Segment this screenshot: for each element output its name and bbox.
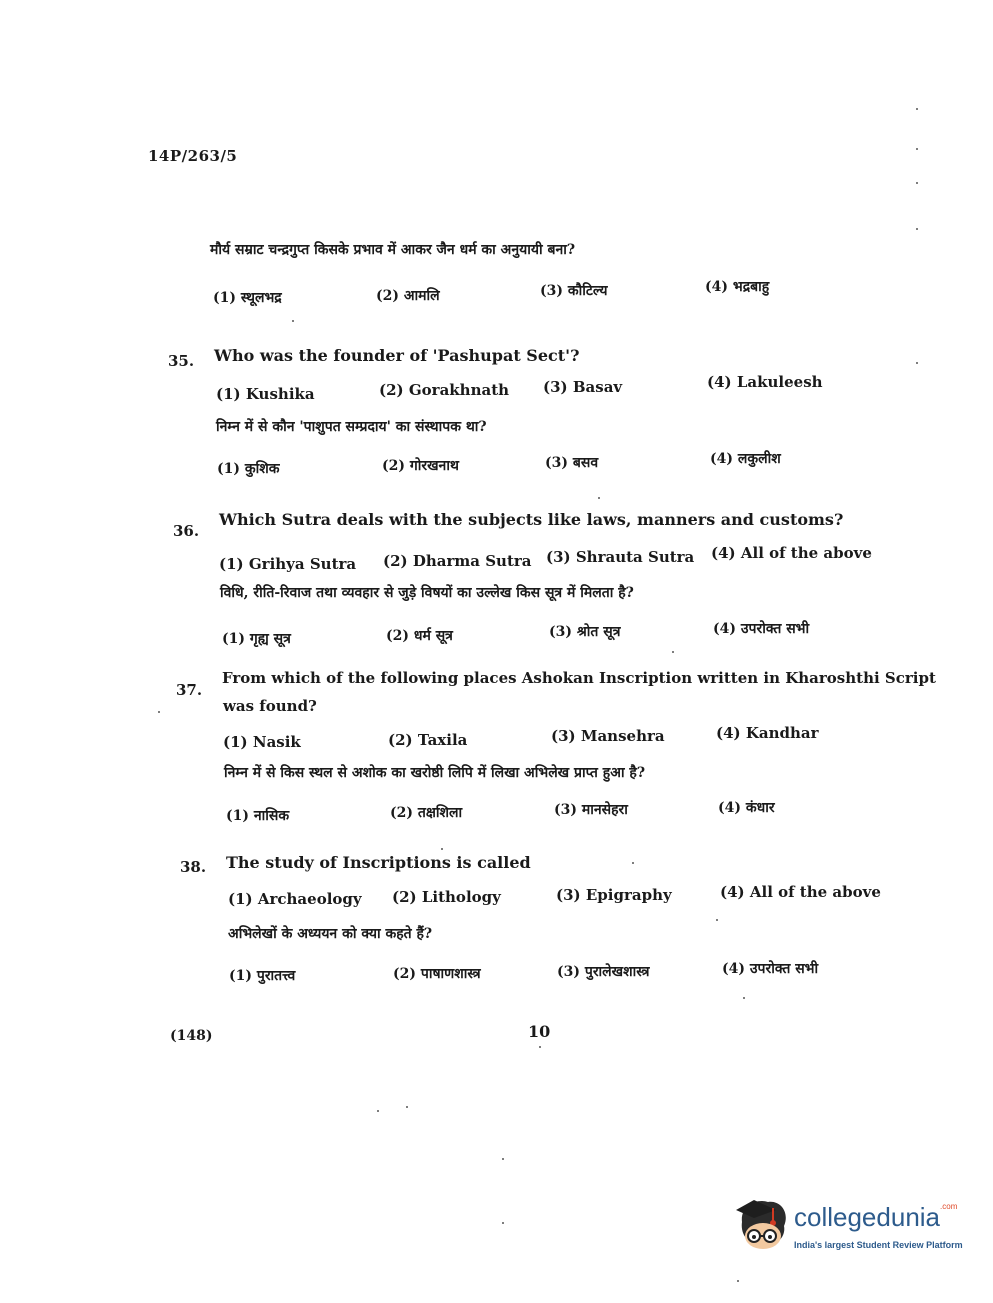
- question-text-en-cont: was found?: [223, 697, 317, 715]
- question-number: 35.: [168, 352, 195, 370]
- option: (3) Basav: [543, 378, 623, 396]
- option: (1) Grihya Sutra: [219, 555, 357, 573]
- option: (1) स्थूलभद्र: [213, 290, 282, 306]
- option: (4) लकुलीश: [710, 451, 781, 467]
- scan-speck: [158, 711, 160, 713]
- question-number: 38.: [180, 858, 207, 876]
- option: (2) Lithology: [392, 888, 501, 906]
- question-text-en: Which Sutra deals with the subjects like laws, manners and customs?: [219, 510, 844, 529]
- option: (3) मानसेहरा: [554, 802, 628, 818]
- scan-speck: [539, 1046, 541, 1048]
- scan-speck: [916, 108, 918, 110]
- option: (4) All of the above: [720, 883, 881, 901]
- scan-speck: [292, 320, 294, 322]
- question-text-hi: अभिलेखों के अध्ययन को क्या कहते हैं?: [228, 926, 433, 942]
- option: (1) गृह्य सूत्र: [222, 631, 291, 647]
- paper-code: 14P/263/5: [148, 147, 238, 165]
- scan-speck: [598, 497, 600, 499]
- brand-tagline: India's largest Student Review Platform: [794, 1240, 963, 1250]
- question-text-hi: निम्न में से किस स्थल से अशोक का खरोष्ठी लिपि में लिखा अभिलेख प्राप्त हुआ है?: [224, 765, 646, 781]
- mascot-icon: [736, 1196, 792, 1262]
- question-text-en: The study of Inscriptions is called: [226, 853, 531, 872]
- scan-speck: [716, 919, 718, 921]
- option: (2) तक्षशिला: [390, 805, 463, 821]
- option: (3) पुरालेखशास्त्र: [557, 964, 650, 980]
- scan-speck: [502, 1222, 504, 1224]
- option: (2) गोरखनाथ: [382, 458, 459, 474]
- scan-speck: [632, 862, 634, 864]
- option: (2) Dharma Sutra: [383, 552, 532, 570]
- brand-suffix: .com: [940, 1202, 958, 1211]
- scan-speck: [377, 1110, 379, 1112]
- option: (3) कौटिल्य: [540, 283, 608, 299]
- scan-speck: [406, 1106, 408, 1108]
- option: (1) कुशिक: [217, 461, 280, 477]
- footer-code: (148): [170, 1028, 213, 1044]
- page-number: 10: [528, 1022, 551, 1041]
- collegedunia-logo: [736, 1196, 966, 1266]
- question-text-hi: निम्न में से कौन 'पाशुपत सम्प्रदाय' का संस्थापक था?: [216, 419, 487, 435]
- option: (2) पाषाणशास्त्र: [393, 966, 481, 982]
- option: (3) Epigraphy: [556, 886, 672, 904]
- option: (2) Gorakhnath: [379, 381, 510, 399]
- scan-speck: [916, 228, 918, 230]
- option: (4) भद्रबाहु: [705, 279, 770, 295]
- question-number: 36.: [173, 522, 200, 540]
- option: (1) Nasik: [223, 733, 301, 751]
- option: (2) आमलि: [376, 288, 440, 304]
- question-text-en: Who was the founder of 'Pashupat Sect'?: [214, 346, 580, 365]
- option: (3) Mansehra: [551, 727, 665, 745]
- option: (2) धर्म सूत्र: [386, 628, 453, 644]
- brand-name: collegedunia: [794, 1202, 941, 1232]
- question-text-hi: विधि, रीति-रिवाज तथा व्यवहार से जुड़े विषयों का उल्लेख किस सूत्र में मिलता है?: [220, 585, 634, 601]
- option: (3) Shrauta Sutra: [546, 548, 695, 566]
- question-text-en: From which of the following places Ashokan Inscription written in Kharoshthi Script: [222, 669, 936, 687]
- scan-speck: [916, 148, 918, 150]
- option: (4) Lakuleesh: [707, 373, 823, 391]
- option: (4) उपरोक्त सभी: [713, 621, 810, 637]
- option: (3) बसव: [545, 455, 599, 471]
- option: (4) उपरोक्त सभी: [722, 961, 819, 977]
- scan-speck: [916, 362, 918, 364]
- scan-speck: [916, 182, 918, 184]
- scan-speck: [672, 651, 674, 653]
- scan-speck: [737, 1280, 739, 1282]
- option: (2) Taxila: [388, 731, 468, 749]
- option: (1) पुरातत्त्व: [229, 968, 296, 984]
- question-text-hi: मौर्य सम्राट चन्द्रगुप्त किसके प्रभाव में आकर जैन धर्म का अनुयायी बना?: [210, 242, 576, 258]
- option: (4) Kandhar: [716, 724, 819, 742]
- option: (1) Kushika: [216, 385, 315, 403]
- option: (4) कंधार: [718, 800, 775, 816]
- option: (1) नासिक: [226, 808, 290, 824]
- option: (3) श्रोत सूत्र: [549, 624, 621, 640]
- question-number: 37.: [176, 681, 203, 699]
- scan-speck: [502, 1158, 504, 1160]
- scan-speck: [441, 848, 443, 850]
- option: (4) All of the above: [711, 544, 872, 562]
- scan-speck: [743, 997, 745, 999]
- option: (1) Archaeology: [228, 890, 362, 908]
